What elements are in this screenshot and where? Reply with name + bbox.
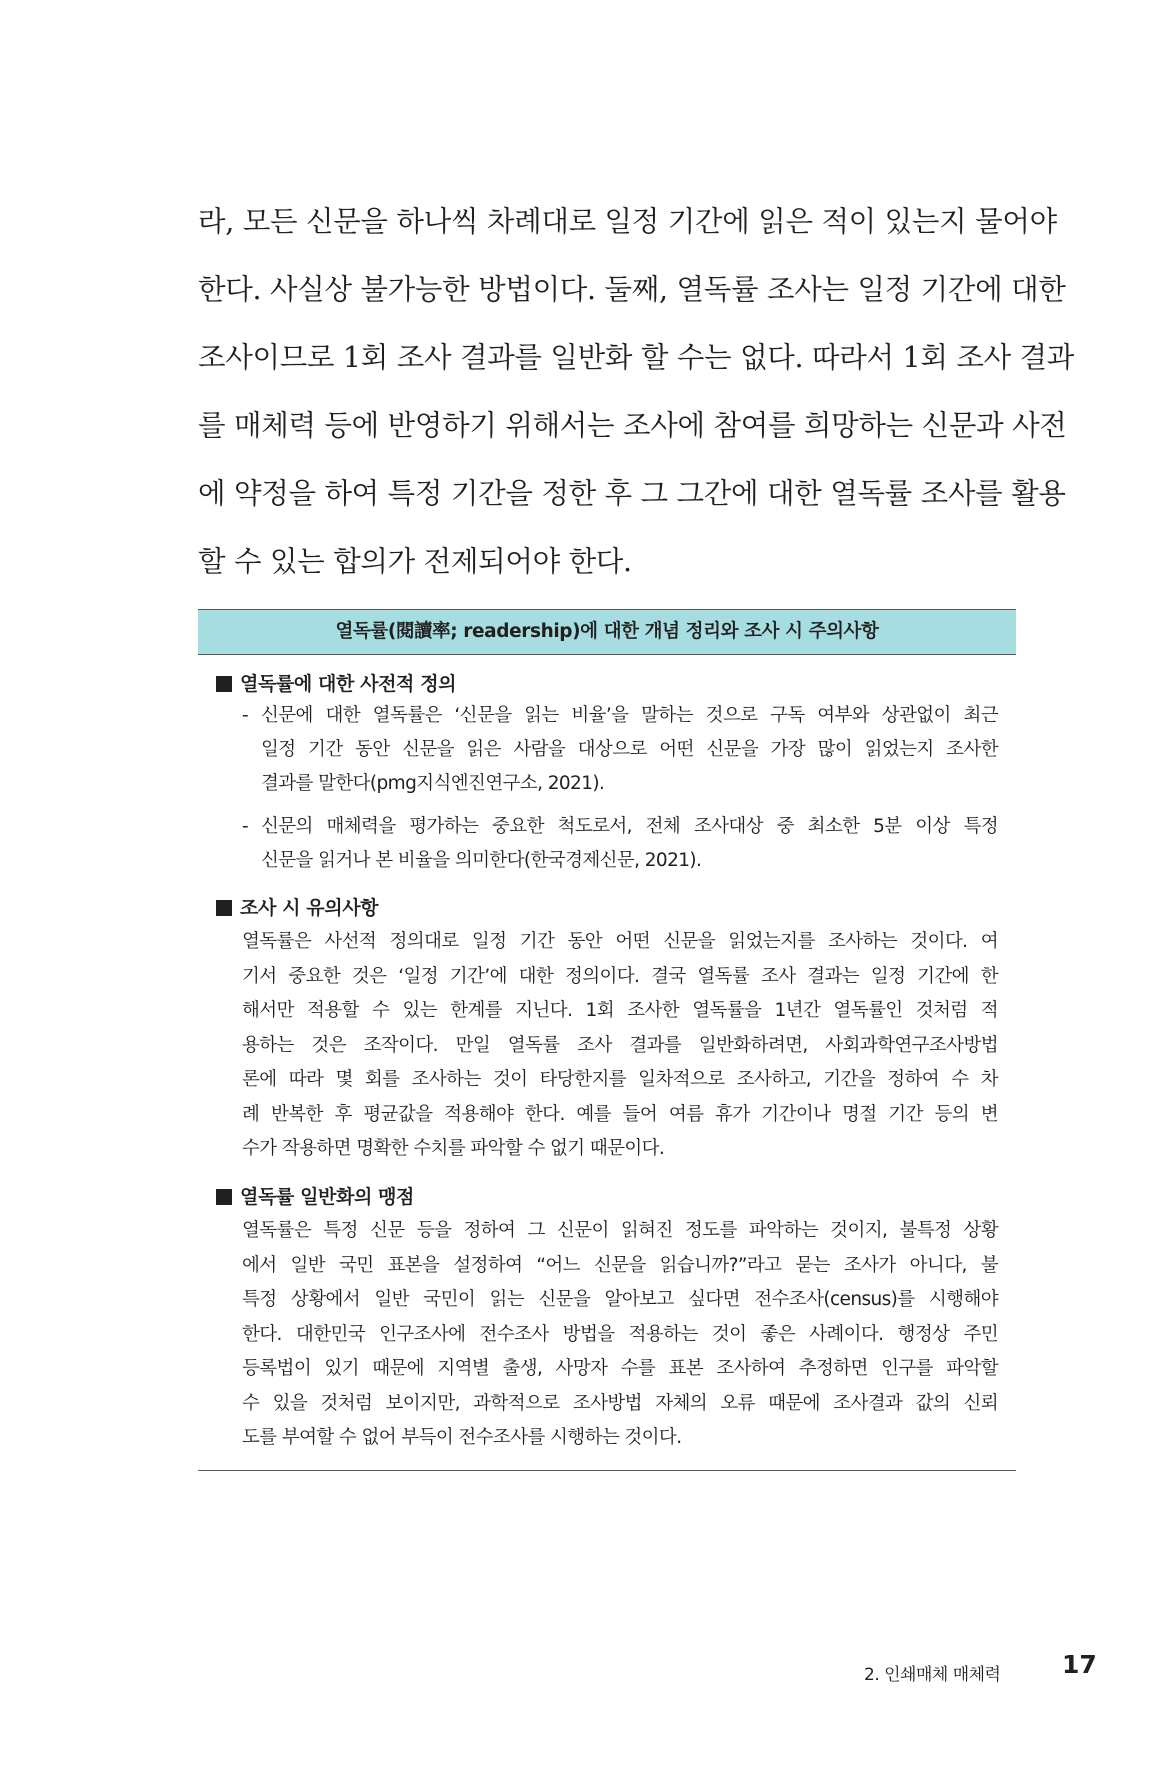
body-line: 할 수 있는 합의가 전제되어야 한다. [198, 545, 632, 578]
paragraph-line: 열독률은 특정 신문 등을 정하여 그 신문이 읽혀진 정도를 파악하는 것이지, 불특정 상황 [242, 1220, 998, 1241]
paragraph-line: 특정 상황에서 일반 국민이 읽는 신문을 알아보고 싶다면 전수조사(census)를 시행해야 [242, 1289, 998, 1310]
paragraph-line: 등록법이 있기 때문에 지역별 출생, 사망자 수를 표본 조사하여 추정하면 인구를 파악할 [242, 1358, 998, 1379]
paragraph-line: 도를 부여할 수 없어 부득이 전수조사를 시행하는 것이다. [242, 1427, 682, 1448]
running-footer-section: 2. 인쇄매체 매체력 [864, 1665, 1001, 1685]
section-paragraph [242, 925, 998, 1167]
info-box-body [198, 655, 1016, 1471]
body-line: 한다. 사실상 불가능한 방법이다. 둘째, 열독률 조사는 일정 기간에 대한 [198, 273, 1066, 306]
section-paragraph [242, 1214, 998, 1456]
paragraph-line: 한다. 대한민국 인구조사에 전수조사 방법을 적용하는 것이 좋은 사례이다. 행정상 주민 [242, 1323, 998, 1345]
paragraph-line: 수가 작용하면 명확한 수치를 파악할 수 없기 때문이다. [242, 1138, 665, 1159]
bullet-line: 일정 기간 동안 신문을 읽은 사람을 대상으로 어떤 신문을 가장 많이 읽었는지 조사한 [261, 739, 998, 760]
paragraph-line: 열독률은 사선적 정의대로 일정 기간 동안 어떤 신문을 읽었는지를 조사하는 것이다. 여 [242, 931, 998, 952]
section-heading [216, 669, 456, 699]
bullet-line: 신문을 읽거나 본 비율을 의미한다(한국경제신문, 2021). [261, 850, 702, 871]
bullet-line: 신문의 매체력을 평가하는 중요한 척도로서, 전체 조사대상 중 최소한 5분 이상 특정 [261, 816, 998, 837]
paragraph-line: 용하는 것은 조작이다. 만일 열독률 조사 결과를 일반화하려면, 사회과학연구조사방법 [242, 1034, 998, 1056]
paragraph-line: 례 반복한 후 평균값을 적용해야 한다. 예를 들어 여름 휴가 기간이나 명절 기간 등의 변 [242, 1103, 998, 1125]
paragraph-line: 에서 일반 국민 표본을 설정하여 “어느 신문을 읽습니까?”라고 묻는 조사가 아니다, 불 [242, 1254, 998, 1276]
bullet-item [242, 699, 998, 801]
page-number: 17 [1062, 1650, 1097, 1679]
square-bullet-icon [216, 900, 232, 916]
body-line: 에 약정을 하여 특정 기간을 정한 후 그 그간에 대한 열독률 조사를 활용 [198, 477, 1066, 510]
bullet-line: 결과를 말한다(pmg지식엔진연구소, 2021). [261, 773, 605, 794]
body-line: 라, 모든 신문을 하나씩 차례대로 일정 기간에 읽은 적이 있는지 물어야 [198, 205, 1057, 238]
paragraph-line: 해서만 적용할 수 있는 한계를 지닌다. 1회 조사한 열독률을 1년간 열독률인 것처럼 적 [242, 1000, 998, 1021]
body-paragraph [198, 188, 1075, 596]
body-line: 조사이므로 1회 조사 결과를 일반화 할 수는 없다. 따라서 1회 조사 결과 [198, 341, 1075, 374]
bullet-item [242, 810, 998, 878]
dash-marker: - [242, 816, 249, 837]
section-heading [216, 893, 378, 923]
body-line: 를 매체력 등에 반영하기 위해서는 조사에 참여를 희망하는 신문과 사전 [198, 409, 1067, 442]
section-heading-text: 조사 시 유의사항 [240, 897, 379, 919]
section-heading-text: 열독률 일반화의 맹점 [240, 1186, 415, 1208]
section-heading [216, 1182, 414, 1212]
paragraph-line: 론에 따라 몇 회를 조사하는 것이 타당한지를 일차적으로 조사하고, 기간을 정하여 수 차 [242, 1069, 998, 1090]
dash-marker: - [242, 705, 249, 726]
paragraph-line: 기서 중요한 것은 ‘일정 기간’에 대한 정의이다. 결국 열독률 조사 결과는 일정 기간에 한 [242, 965, 998, 987]
info-box [198, 609, 1016, 1471]
info-box-title: 열독률(閱讀率; readership)에 대한 개념 정리와 조사 시 주의사항 [198, 609, 1016, 655]
square-bullet-icon [216, 1189, 232, 1205]
section-heading-text: 열독률에 대한 사전적 정의 [240, 673, 457, 695]
square-bullet-icon [216, 676, 232, 692]
paragraph-line: 수 있을 것처럼 보이지만, 과학적으로 조사방법 자체의 오류 때문에 조사결과 값의 신뢰 [242, 1392, 998, 1414]
bullet-line: 신문에 대한 열독률은 ‘신문을 읽는 비율’을 말하는 것으로 구독 여부와 상관없이 최근 [261, 705, 998, 726]
